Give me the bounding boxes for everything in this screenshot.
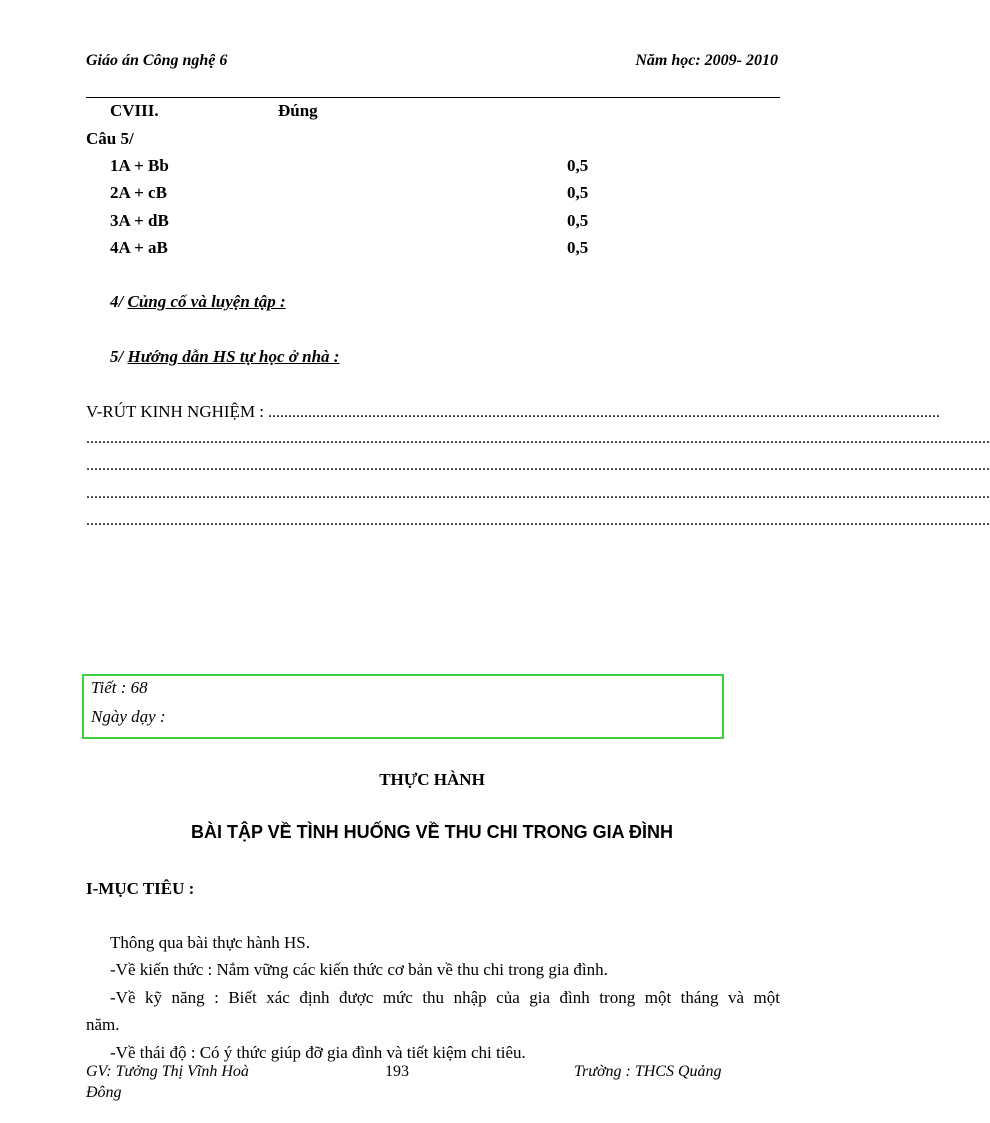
answer-pair: 4A + aB xyxy=(110,238,168,257)
section-4-number: 4/ xyxy=(110,292,124,311)
experience-dotted-line: .................................................................................................................................................................................................................................. xyxy=(86,430,990,447)
question-label: Câu 5/ xyxy=(86,129,134,148)
header-school-year: Năm học: 2009- 2010 xyxy=(635,52,778,69)
objective-skills: -Về kỹ năng : Biết xác định được mức thu nhập của gia đình trong một tháng và một xyxy=(110,988,780,1007)
experience-dotted-line: .................................................................................................................................................................................................................................. xyxy=(86,485,990,502)
teaching-date-label: Ngày dạy : xyxy=(91,707,166,726)
objectives-heading: I-MỤC TIÊU : xyxy=(86,879,195,898)
answer-score: 0,5 xyxy=(567,211,589,230)
objective-attitude: -Về thái độ : Có ý thức giúp đỡ gia đình và tiết kiệm chi tiêu. xyxy=(110,1043,526,1062)
objectives-intro: Thông qua bài thực hành HS. xyxy=(110,933,310,952)
period-label: Tiết : 68 xyxy=(91,678,148,697)
header-subject: Giáo án Công nghệ 6 xyxy=(86,52,228,69)
header-rule xyxy=(86,97,780,98)
section-5-title: Hướng dẫn HS tự học ở nhà : xyxy=(127,347,340,366)
answer-pair: 2A + cB xyxy=(110,183,167,202)
lesson-heading: THỰC HÀNH xyxy=(379,770,485,789)
section-5-heading xyxy=(110,347,339,367)
answer-pair: 1A + Bb xyxy=(110,156,169,175)
lesson-info-box xyxy=(82,674,724,739)
section-4-title: Củng cố và luyện tập : xyxy=(127,292,286,311)
answer-score: 0,5 xyxy=(567,156,589,175)
experience-dotted-line: .................................................................................................................................................................................................................................. xyxy=(86,512,990,529)
answer-score: 0,5 xyxy=(567,183,589,202)
experience-label: V-RÚT KINH NGHIỆM : xyxy=(86,402,265,421)
footer-school: Trường : THCS Quảng xyxy=(574,1063,722,1080)
experience-line-first: V-RÚT KINH NGHIỆM : ........................................................................................................................................................................ xyxy=(86,402,941,421)
cviii-label: CVIII. xyxy=(110,101,159,120)
cviii-value: Đúng xyxy=(278,101,318,120)
section-5-number: 5/ xyxy=(110,347,124,366)
footer-teacher: GV: Tưởng Thị Vĩnh Hoà xyxy=(86,1063,249,1080)
lesson-title: BÀI TẬP VỀ TÌNH HUỐNG VỀ THU CHI TRONG GIA ĐÌNH xyxy=(190,822,674,842)
section-4-heading xyxy=(110,292,286,312)
experience-dotted-line: .................................................................................................................................................................................................................................. xyxy=(86,457,990,474)
objective-skills-cont: năm. xyxy=(86,1015,120,1034)
answer-score: 0,5 xyxy=(567,238,589,257)
objective-knowledge: -Về kiến thức : Nắm vững các kiến thức cơ bản về thu chi trong gia đình. xyxy=(110,960,608,979)
answer-pair: 3A + dB xyxy=(110,211,169,230)
page-number: 193 xyxy=(385,1063,409,1080)
footer-school-cont: Đông xyxy=(86,1084,122,1101)
